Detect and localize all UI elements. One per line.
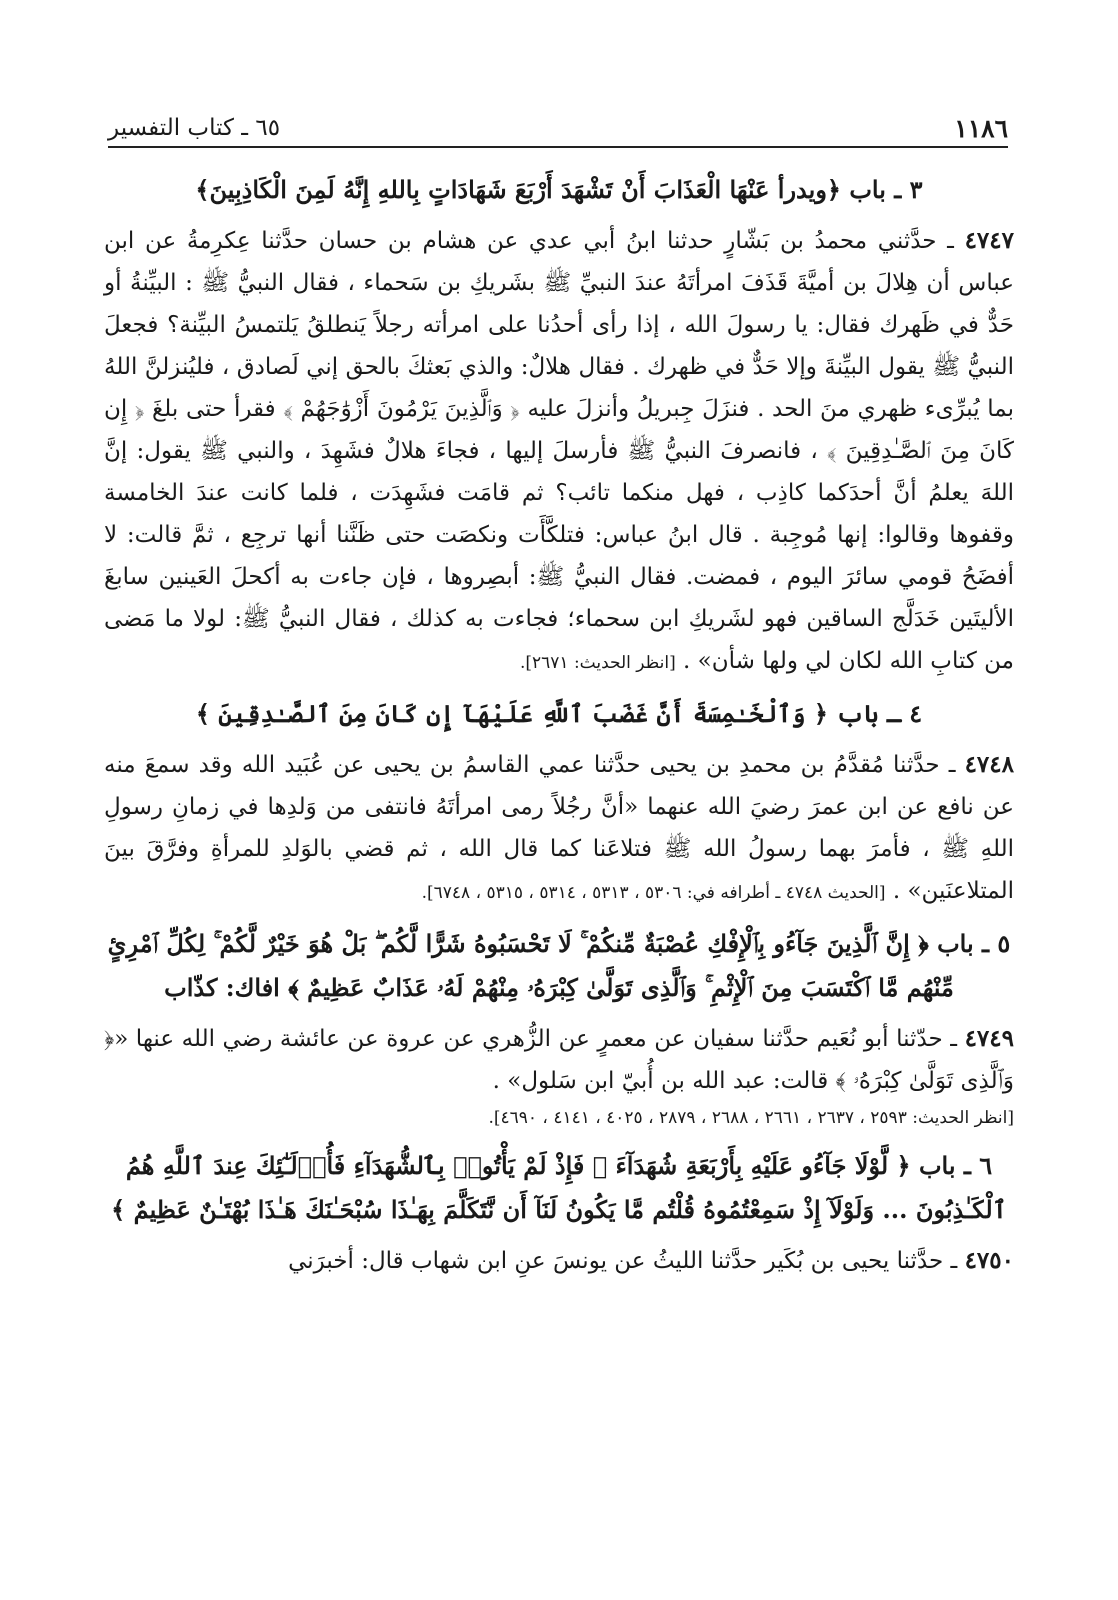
hadith-number: ٤٧٤٧ xyxy=(964,227,1014,254)
page-content xyxy=(104,168,1014,1292)
hadith-text: ـ حدّثنا أبو نُعَيم حدَّثنا سفيان عن معمرٍ عن الزُّهري عن عروة عن عائشة رضي الله عنها «﴿ وَٱلَّذِى تَوَلَّىٰ كِبْرَهُۥ ﴾ قالت: عبد الله بن أُبيّ ابن سَلول» . xyxy=(104,1026,1014,1094)
hadith-reference: [انظر الحديث: ٢٥٩٣ ، ٢٦٣٧ ، ٢٦٦١ ، ٢٦٨٨ ، ٢٨٧٩ ، ٤٠٢٥ ، ٤١٤١ ، ٤٦٩٠]. xyxy=(488,1108,1014,1128)
section-heading: ٦ ـ باب ﴿ لَّوْلَا جَآءُو عَلَيْهِ بِأَرْبَعَةِ شُهَدَآءَ ۚ فَإِذْ لَمْ يَأْتُوا۟ بِٱلشُّهَدَآءِ فَأُو۟لَـٰٓئِكَ عِندَ ٱللَّهِ هُمُ ٱلْكَـٰذِبُونَ ... وَلَوْلَآ إِذْ سَمِعْتُمُوهُ قُلْتُم مَّا يَكُونُ لَنَآ أَن نَّتَكَلَّمَ بِهَـٰذَا سُبْحَـٰنَكَ هَـٰذَا بُهْتَـٰنٌ عَظِيمٌ ﴾ xyxy=(111,1151,1007,1224)
hadith-paragraph xyxy=(104,744,1014,912)
section-heading: ٤ ـ باب ﴿ وَٱلْخَـٰمِسَةَ أَنَّ غَضَبَ ٱللَّهِ عَلَيْهَآ إِن كَانَ مِنَ ٱلصَّـٰدِقِينَ ﴾ xyxy=(195,699,923,728)
page-header xyxy=(108,110,1008,148)
hadith-number: ٤٧٤٩ xyxy=(964,1025,1014,1052)
page-number: ١١٨٦ xyxy=(954,113,1008,143)
section-4 xyxy=(104,692,1014,912)
section-6 xyxy=(104,1144,1014,1282)
hadith-reference: [الحديث ٤٧٤٨ ـ أطرافه في: ٥٣٠٦ ، ٥٣١٣ ، ٥٣١٤ ، ٥٣١٥ ، ٦٧٤٨]. xyxy=(421,883,886,903)
section-3 xyxy=(104,168,1014,682)
hadith-paragraph xyxy=(104,220,1014,682)
section-heading: ٣ ـ باب ﴿ويدرأ عَنْهَا الْعَذَابَ أَنْ تَشْهَدَ أَرْبَعَ شَهَادَاتٍ بِاللهِ إِنَّهُ لَمِنَ الْكَاذِبِينَ﴾ xyxy=(195,175,923,204)
hadith-number: ٤٧٤٨ xyxy=(964,751,1014,778)
section-5 xyxy=(104,922,1014,1134)
hadith-paragraph xyxy=(104,1018,1014,1102)
hadith-text: ـ حدَّثنا مُقدَّمُ بن محمدِ بن يحيى حدَّثنا عمي القاسمُ بن يحيى عن عُبَيد الله وقد سمعَ منه عن نافع عن ابن عمرَ رضيَ الله عنهما «أنَّ رجُلاً رمى امرأتَهُ فانتفى من وَلدِها في زمانِ رسولِ اللهِ ﷺ ، فأمرَ بهما رسولُ الله ﷺ فتلاعَنا كما قال الله ، ثم قضي بالوَلدِ للمرأةِ وفرَّقَ بينَ المتلاعنَين» . xyxy=(104,752,1014,904)
hadith-text: ـ حدَّثني محمدُ بن بَشّارٍ حدثنا ابنُ أبي عدي عن هشام بن حسان حدَّثنا عِكرِمةُ عن ابن عباس أن هِلالَ بن أميَّةَ قَذَفَ امرأتَهُ عندَ النبيِّ ﷺ بشَريكِ بن سَحماء ، فقال النبيُّ ﷺ : البيِّنةُ أو حَدٌّ في ظَهرك فقال: يا رسولَ الله ، إذا رأى أحدُنا على امرأته رجلاً يَنطلقُ يَلتمسُ البيِّنة؟ فجعلَ النبيُّ ﷺ يقول البيِّنةَ وإلا حَدٌّ في ظهرك . فقال هلالٌ: والذي بَعثكَ بالحق إني لَصادق ، فليُنزلنَّ اللهُ بما يُبرِّىء ظهري منَ الحد . فنزَلَ جِبريلُ وأنزلَ عليه ﴿ وَٱلَّذِينَ يَرْمُونَ أَزْوَٰجَهُمْ ﴾ فقرأ حتى بلغَ ﴿ إِن كَانَ مِنَ ٱلصَّـٰدِقِينَ ﴾ ، فانصرفَ النبيُّ ﷺ فأرسلَ إليها ، فجاءَ هلالٌ فشَهِدَ ، والنبي ﷺ يقول: إنَّ اللهَ يعلمُ أنَّ أحدَكما كاذِب ، فهل منكما تائب؟ ثم قامَت فشَهِدَت ، فلما كانت عندَ الخامسة وقفوها وقالوا: إنها مُوجِبة . قال ابنُ عباس: فتلكَّأَت ونكصَت حتى ظَنَّنا أنها ترجِع ، ثمَّ قالت: لا أفضَحُ قومي سائرَ اليوم ، فمضت. فقال النبيُّ ﷺ: أبصِروها ، فإن جاءت به أكحلَ العَينين سابغَ الأليتَين خَدَلَّج الساقين فهو لشَريكِ ابن سحماء؛ فجاءت به كذلك ، فقال النبيُّ ﷺ: لولا ما مَضى من كتابِ الله لكان لي ولها شأن» . xyxy=(104,228,1014,674)
hadith-reference: [انظر الحديث: ٢٦٧١]. xyxy=(519,653,676,673)
hadith-text: ـ حدَّثنا يحيى بن بُكَير حدَّثنا الليثُ عن يونسَ عنِ ابن شهاب قال: أخبرَني xyxy=(288,1248,965,1274)
chapter-title: ٦٥ ـ كتاب التفسير xyxy=(108,115,281,141)
hadith-number: ٤٧٥٠ xyxy=(964,1247,1014,1274)
hadith-paragraph xyxy=(104,1240,1014,1282)
section-heading: ٥ ـ باب ﴿ إِنَّ ٱلَّذِينَ جَآءُو بِٱلْإِفْكِ عُصْبَةٌ مِّنكُمْ ۚ لَا تَحْسَبُوهُ شَرًّا لَّكُم ۖ بَلْ هُوَ خَيْرٌ لَّكُمْ ۚ لِكُلِّ ٱمْرِئٍ مِّنْهُم مَّا ٱكْتَسَبَ مِنَ ٱلْإِثْمِ ۚ وَٱلَّذِى تَوَلَّىٰ كِبْرَهُۥ مِنْهُمْ لَهُۥ عَذَابٌ عَظِيمٌ ﴾ افاك: كذّاب xyxy=(107,929,1011,1002)
